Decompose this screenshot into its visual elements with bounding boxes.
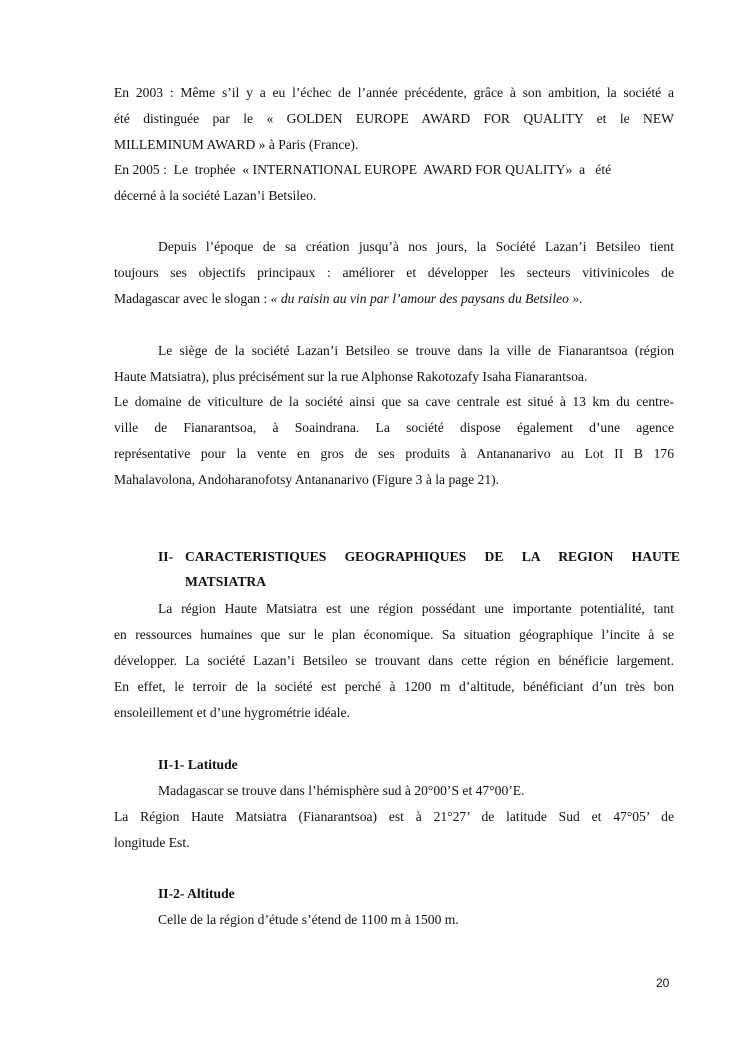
text-line: longitude Est. [114, 835, 190, 850]
text-line: La Région Haute Matsiatra (Fianarantsoa) est à 21°27’ de latitude Sud et 47°05’ de [114, 809, 674, 824]
text-line: Le siège de la société Lazan’i Betsileo se trouve dans la ville de Fianarantsoa (région [158, 343, 674, 358]
text-line: décerné à la société Lazan’i Betsileo. [114, 188, 317, 203]
text-line: en ressources humaines que sur le plan économique. Sa situation géographique l’incite à se [114, 627, 674, 642]
text-line: La région Haute Matsiatra est une région possédant une importante potentialité, tant [158, 601, 674, 616]
subsection-heading-altitude: II-2- Altitude [158, 886, 235, 901]
section-title-line1: CARACTERISTIQUES GEOGRAPHIQUES DE LA REGION HAUTE [185, 549, 680, 564]
text-fragment: Madagascar avec le slogan : [114, 291, 271, 306]
text-fragment: . [579, 291, 583, 306]
text-line: Celle de la région d’étude s’étend de 1100 m à 1500 m. [158, 912, 459, 927]
text-line: Madagascar se trouve dans l’hémisphère sud à 20°00’S et 47°00’E. [158, 783, 525, 798]
text-line: été distinguée par le « GOLDEN EUROPE AWARD FOR QUALITY et le NEW [114, 111, 674, 126]
text-line: Mahalavolona, Andoharanofotsy Antananarivo (Figure 3 à la page 21). [114, 472, 500, 487]
text-line: MILLEMINUM AWARD » à Paris (France). [114, 137, 359, 152]
section-number: II- [158, 549, 174, 564]
text-line: développer. La société Lazan’i Betsileo se trouvant dans cette région en bénéficie largement. [114, 653, 674, 668]
text-line: ville de Fianarantsoa, à Soaindrana. La société dispose également d’une agence [114, 420, 674, 435]
text-line: toujours ses objectifs principaux : améliorer et développer les secteurs vitivinicoles de [114, 265, 674, 280]
text-line: En effet, le terroir de la société est perché à 1200 m d’altitude, bénéficiant d’un très bon [114, 679, 674, 694]
text-line: Depuis l’époque de sa création jusqu’à nos jours, la Société Lazan’i Betsileo tient [158, 239, 674, 254]
subsection-heading-latitude: II-1- Latitude [158, 757, 238, 772]
text-line: Haute Matsiatra), plus précisément sur la rue Alphonse Rakotozafy Isaha Fianarantsoa. [114, 369, 588, 384]
page-number: 20 [656, 976, 670, 990]
slogan-text: « du raisin au vin par l’amour des paysans du Betsileo » [270, 291, 580, 306]
section-title-line2: MATSIATRA [185, 574, 267, 589]
slogan-line [114, 290, 674, 308]
text-line: En 2005 : Le trophée « INTERNATIONAL EUROPE AWARD FOR QUALITY» a été [114, 162, 612, 177]
text-line: Le domaine de viticulture de la société ainsi que sa cave centrale est situé à 13 km du centre- [114, 394, 674, 409]
text-line: En 2003 : Même s’il y a eu l’échec de l’année précédente, grâce à son ambition, la société a [114, 85, 674, 100]
text-line: représentative pour la vente en gros de ses produits à Antananarivo au Lot II B 176 [114, 446, 674, 461]
text-line: ensoleillement et d’une hygrométrie idéale. [114, 705, 350, 720]
